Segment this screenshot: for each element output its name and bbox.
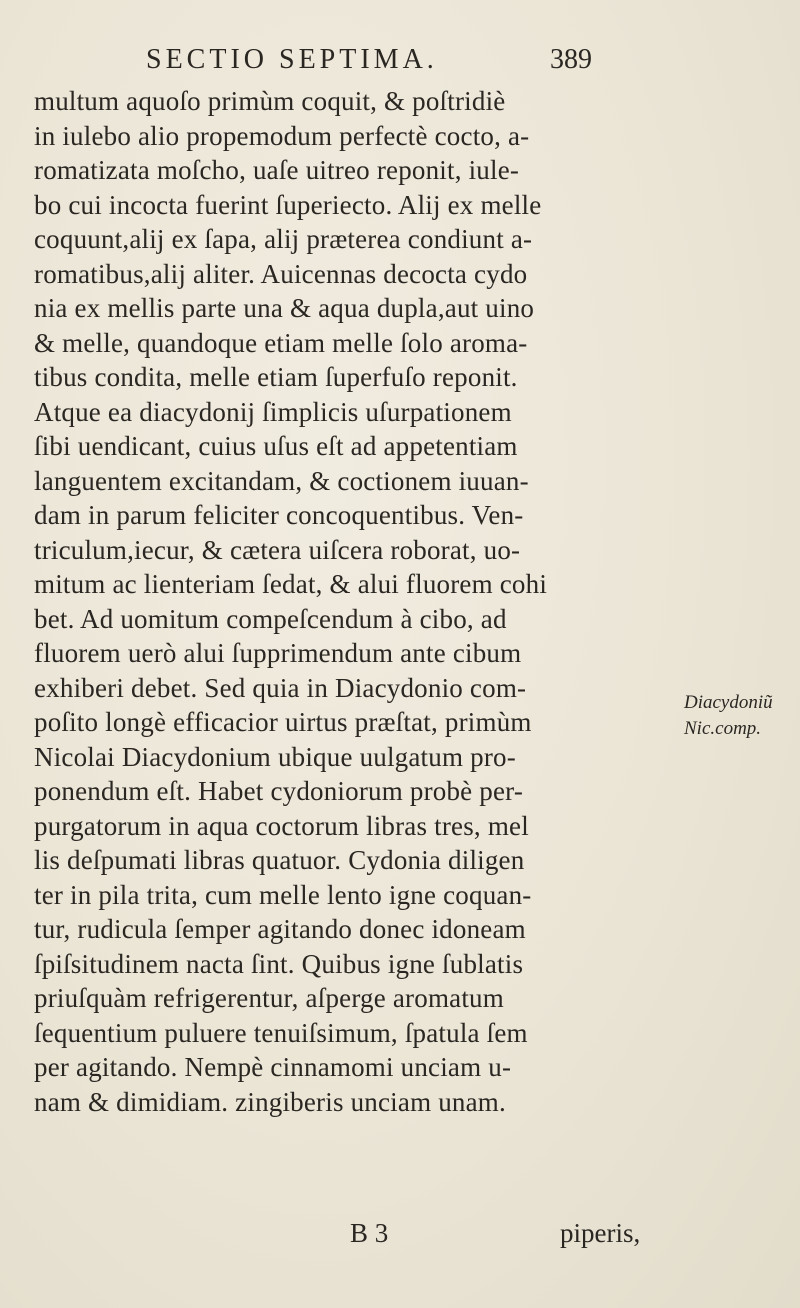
text-line: exhiberi debet. Sed quia in Diacydonio com- (34, 672, 527, 703)
signature-mark: B 3 (350, 1218, 389, 1248)
text-line: purgatorum in aqua coctorum libras tres, mel (34, 810, 529, 841)
text-line: ſpiſsitudinem nacta ſint. Quibus igne ſublatis (34, 948, 524, 979)
page-header (0, 44, 800, 84)
catchword: piperis, (560, 1218, 641, 1248)
text-line: triculum,iecur, & cætera uiſcera roborat, uo- (34, 534, 521, 565)
text-line: & melle, quandoque etiam melle ſolo aroma- (34, 327, 528, 358)
text-line: multum aquoſo primùm coquit, & poſtridiè (34, 86, 506, 116)
margin-note-line: Diacydoniũ (684, 692, 773, 713)
text-line: romatizata moſcho, uaſe uitreo reponit, iule- (34, 155, 520, 185)
text-line: nam & dimidiam. zingiberis unciam unam. (34, 1086, 506, 1117)
text-line: bo cui incocta fuerint ſuperiecto. Alij ex melle (34, 189, 542, 220)
text-line: dam in parum feliciter concoquentibus. Ven- (34, 500, 524, 530)
text-line: ponendum eſt. Habet cydoniorum probè per- (34, 776, 524, 806)
text-line: romatibus,alij aliter. Auicennas decocta cydo (34, 258, 528, 289)
text-line: priuſquàm refrigerentur, aſperge aromatum (34, 983, 504, 1013)
text-line: lis deſpumati libras quatuor. Cydonia diligen (34, 845, 525, 875)
text-line: nia ex mellis parte una & aqua dupla,aut uino (34, 293, 535, 323)
text-line: tur, rudicula ſemper agitando donec idoneam (34, 914, 526, 944)
text-line: tibus condita, melle etiam ſuperfuſo reponit. (34, 362, 518, 392)
text-line: coquunt,alij ex ſapa, alij præterea condiunt a- (34, 224, 533, 254)
page-number: 389 (550, 44, 592, 75)
body-text (34, 84, 634, 1119)
margin-note-line: Nic.comp. (684, 718, 762, 739)
running-title: SECTIO SEPTIMA. (146, 44, 438, 75)
page-footer (0, 1218, 800, 1258)
margin-note (684, 690, 794, 742)
text-line: ſequentium puluere tenuiſsimum, ſpatula ſem (34, 1017, 528, 1048)
text-line: ſibi uendicant, cuius uſus eſt ad appetentiam (34, 431, 518, 461)
text-line: languentem excitandam, & coctionem iuuan- (34, 465, 529, 496)
text-line: mitum ac lienteriam ſedat, & alui fluorem cohi (34, 569, 548, 599)
text-line: per agitando. Nempè cinnamomi unciam u- (34, 1052, 512, 1082)
text-line: ter in pila trita, cum melle lento igne coquan- (34, 879, 532, 910)
text-line: bet. Ad uomitum compeſcendum à cibo, ad (34, 603, 507, 634)
text-line: in iulebo alio propemodum perfectè cocto, a- (34, 120, 530, 151)
text-line: Nicolai Diacydonium ubique uulgatum pro- (34, 741, 516, 772)
text-line: Atque ea diacydonij ſimplicis uſurpationem (34, 396, 512, 427)
text-line: poſito longè efficacior uirtus præſtat, primùm (34, 707, 532, 737)
text-line: fluorem uerò alui ſupprimendum ante cibum (34, 638, 522, 668)
